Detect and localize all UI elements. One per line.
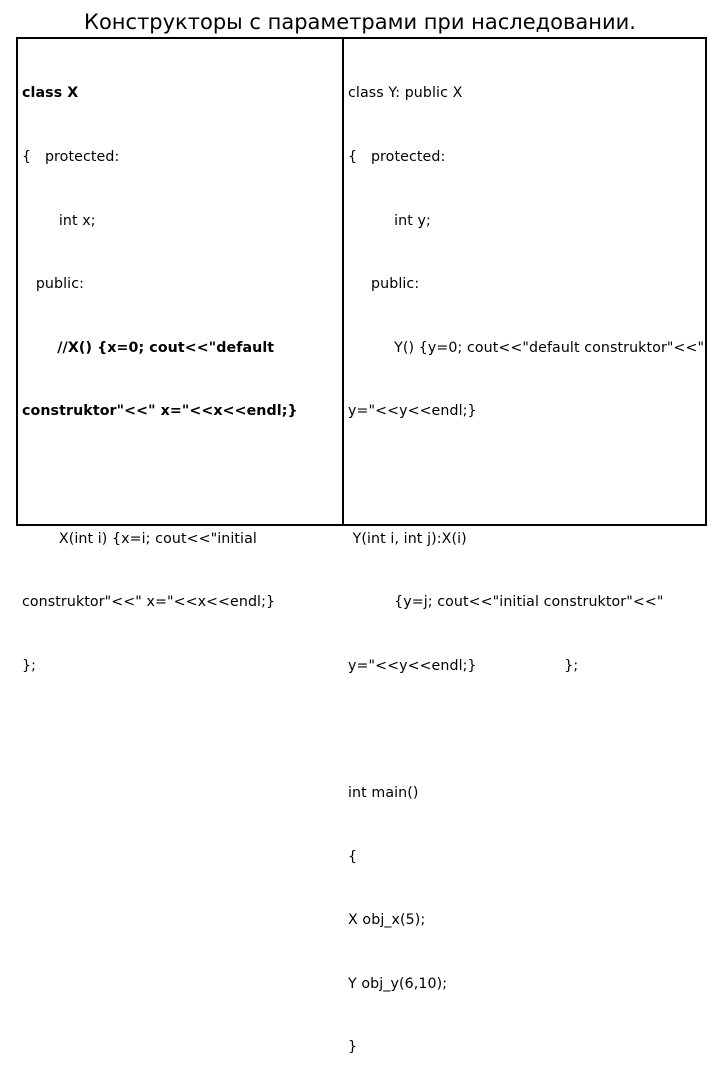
code-line: {y=j; cout<<"initial construktor"<<" — [348, 594, 664, 611]
code-line — [348, 465, 704, 486]
code-line: Y() {y=0; cout<<"default construktor"<<" — [348, 339, 705, 356]
code-line: //X() {x=0; cout<<"default — [22, 339, 275, 356]
code-line: }; — [22, 657, 37, 674]
code-line: construktor"<<" x="<<x<<endl;} — [22, 594, 276, 611]
code-line: Y(int i, int j):X(i) — [348, 530, 467, 547]
code-line: { — [348, 848, 358, 865]
code-line: X(int i) {x=i; cout<<"initial — [22, 530, 257, 547]
code-line: public: — [22, 276, 84, 293]
code-line: int y; — [348, 212, 431, 229]
code-line: int x; — [22, 212, 96, 229]
code-line: class X — [22, 85, 79, 102]
code-line: Y obj_y(6,10); — [348, 975, 448, 992]
code-line — [348, 719, 704, 740]
page-title: Конструкторы с параметрами при наследовании. — [84, 10, 636, 34]
class-x-code-cell — [22, 41, 338, 719]
code-line: } — [348, 1039, 358, 1056]
code-line: y="<<y<<endl;} }; — [348, 657, 579, 674]
code-line — [22, 465, 338, 486]
code-line: { protected: — [348, 149, 446, 165]
code-line: class Y: public X — [348, 85, 463, 102]
code-line: X obj_x(5); — [348, 912, 426, 929]
column-divider — [342, 39, 344, 524]
code-line: public: — [348, 276, 420, 293]
code-line: int main() — [348, 784, 419, 801]
code-line: construktor"<<" x="<<x<<endl;} — [22, 403, 298, 420]
code-table — [16, 37, 707, 1056]
code-line: { protected: — [22, 149, 120, 165]
class-y-code-cell — [348, 41, 704, 1080]
code-line: y="<<y<<endl;} — [348, 403, 477, 420]
